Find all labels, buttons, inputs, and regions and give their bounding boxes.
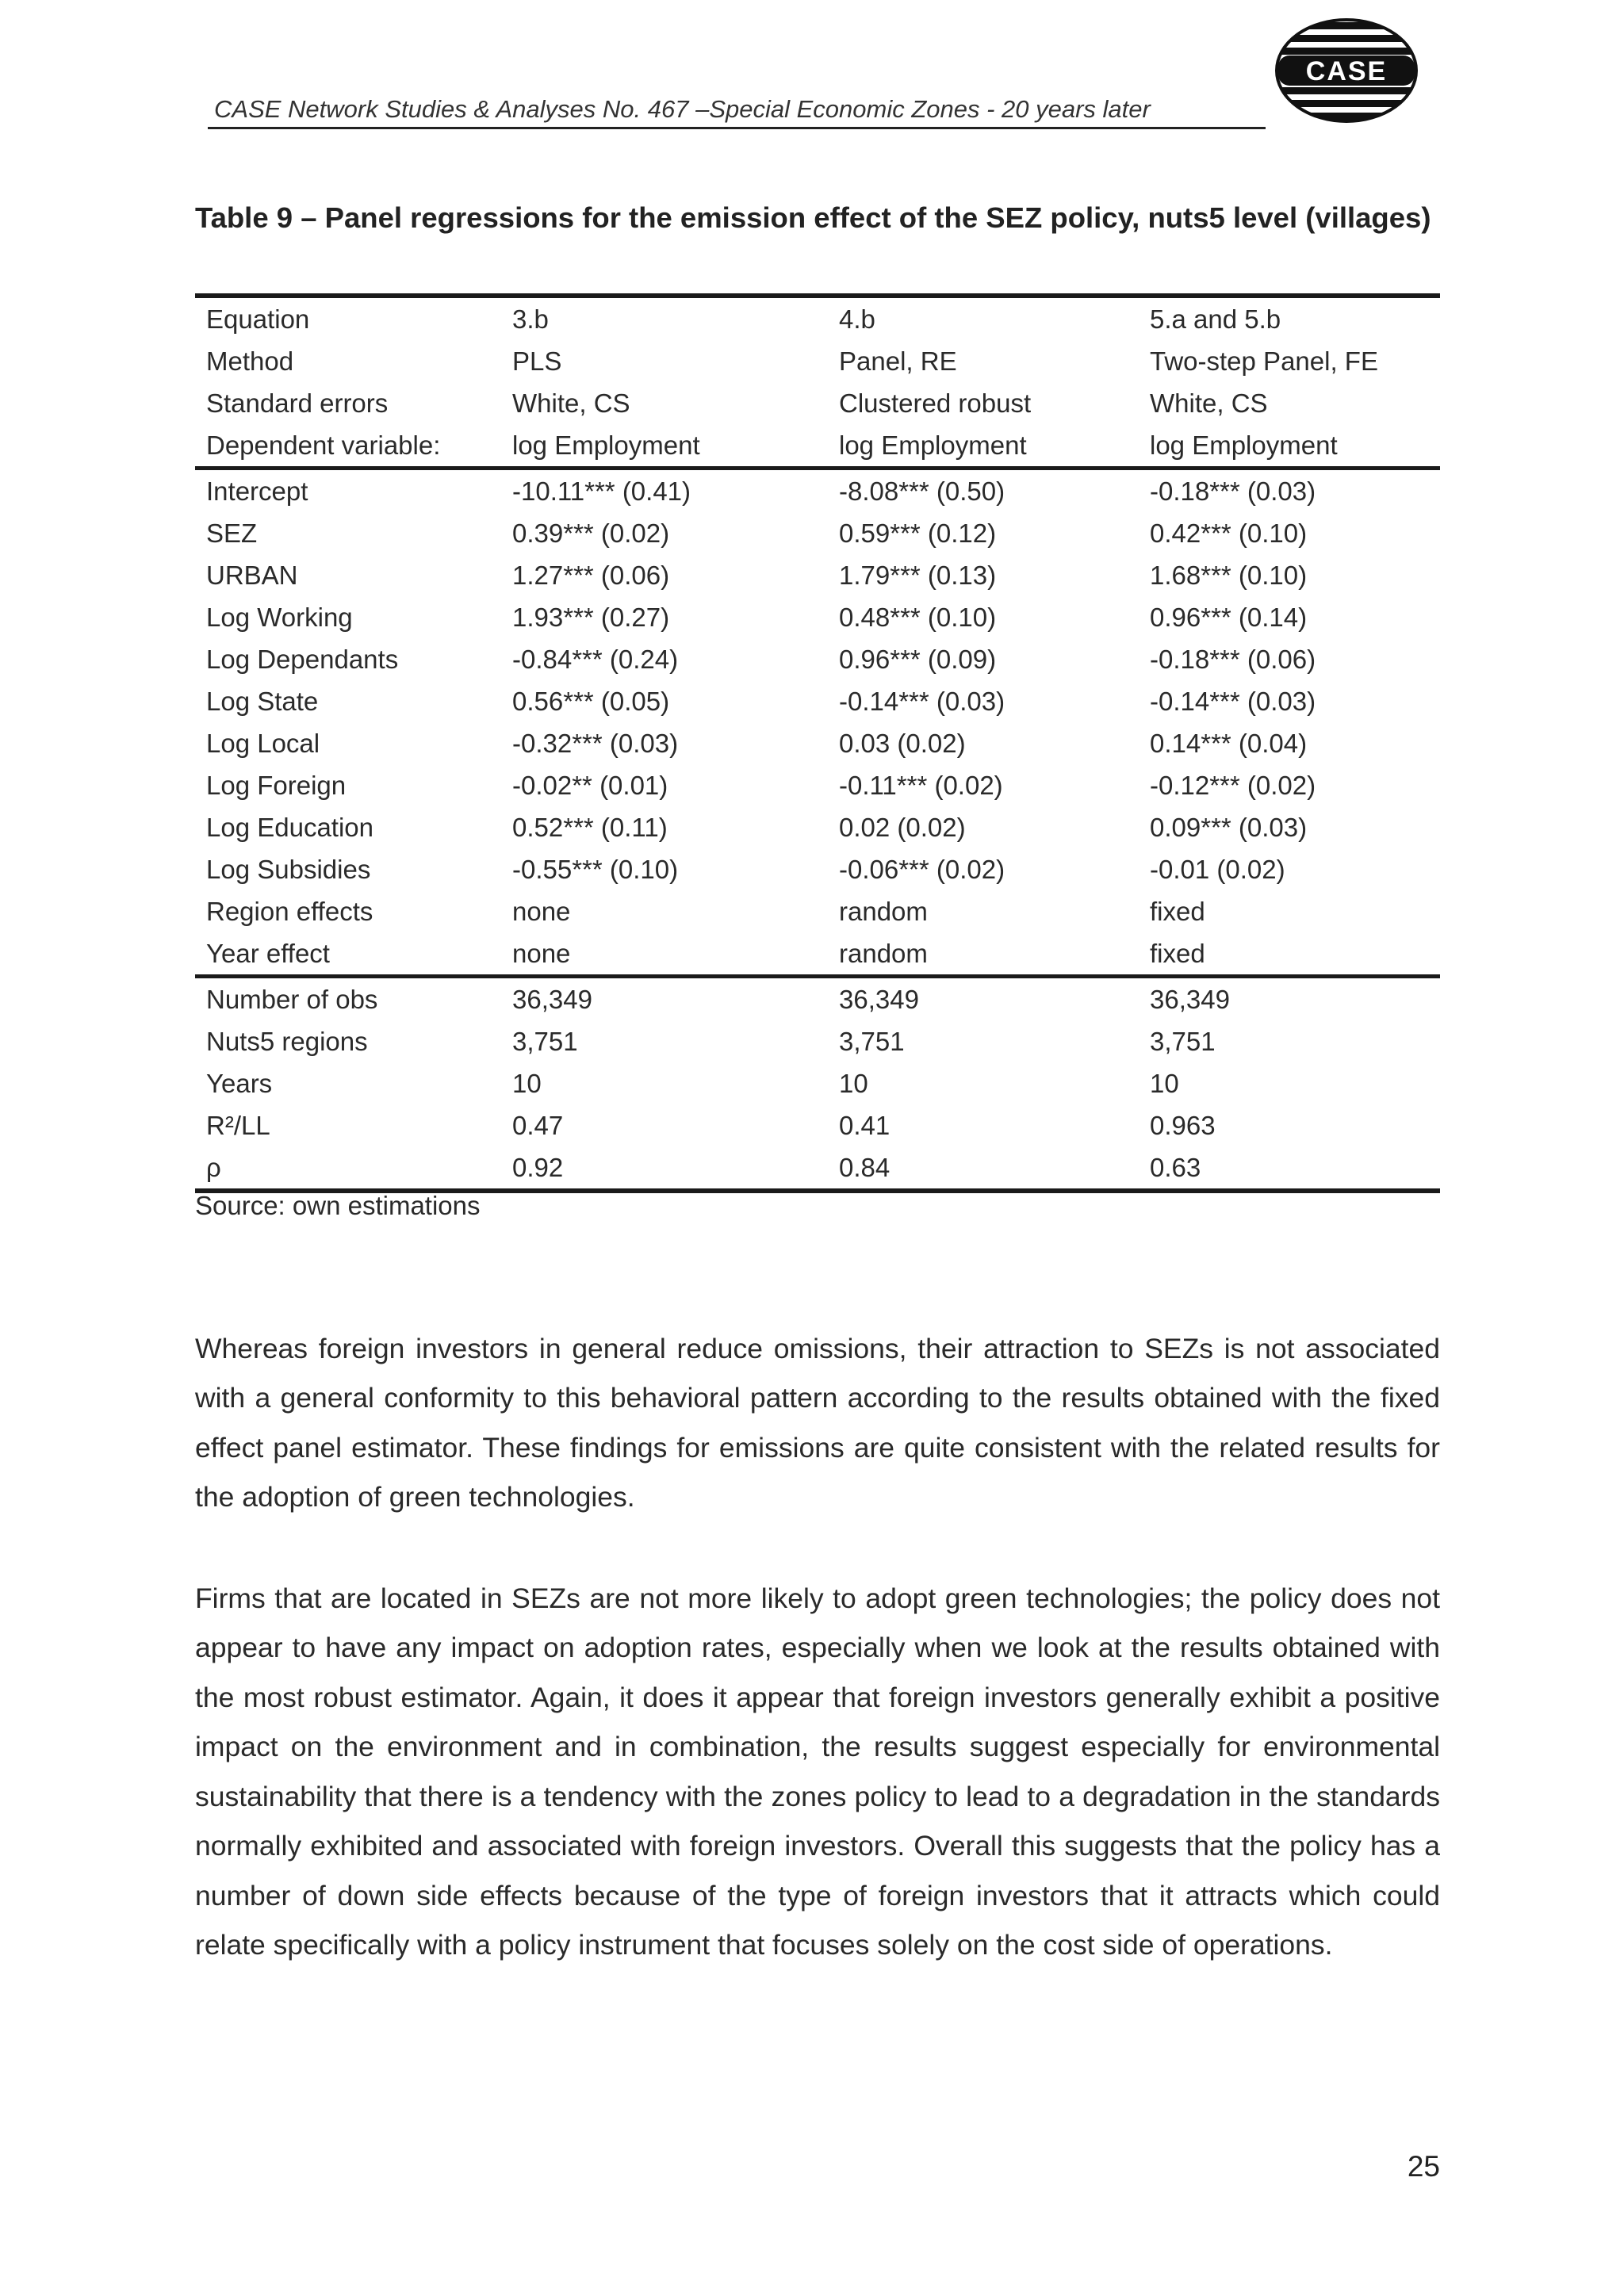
running-header-title: CASE Network Studies & Analyses No. 467 –Special Economic Zones - 20 years later bbox=[214, 95, 1151, 123]
row-label: SEZ bbox=[206, 519, 258, 548]
table-cell: 0.02 (0.02) bbox=[839, 813, 966, 842]
table-cell: fixed bbox=[1150, 897, 1205, 926]
table-row bbox=[195, 512, 1440, 554]
table-cell: Clustered robust bbox=[839, 388, 1032, 418]
table-cell: 0.48*** (0.10) bbox=[839, 603, 997, 632]
table-cell: -0.02** (0.01) bbox=[512, 771, 668, 800]
row-label: Standard errors bbox=[206, 388, 389, 418]
table-coefficient-section bbox=[195, 469, 1440, 977]
table-cell: 36,349 bbox=[828, 977, 1139, 1021]
row-label: Method bbox=[206, 346, 294, 376]
row-label: Intercept bbox=[195, 469, 501, 513]
row-label: Equation bbox=[206, 304, 310, 334]
table-cell: 3,751 bbox=[1150, 1027, 1216, 1056]
table-cell: 3,751 bbox=[512, 1027, 578, 1056]
row-label: Log Working bbox=[206, 603, 353, 632]
table-cell: -0.32*** (0.03) bbox=[512, 729, 679, 758]
table-cell: -0.55*** (0.10) bbox=[512, 855, 679, 884]
table-cell: none bbox=[512, 897, 571, 926]
table-row bbox=[195, 806, 1440, 848]
row-label: Log State bbox=[206, 687, 319, 716]
table-cell: 0.39*** (0.02) bbox=[512, 519, 670, 548]
running-header bbox=[208, 89, 1266, 129]
table-cell: 10 bbox=[839, 1069, 868, 1098]
table-cell: -0.18*** (0.03) bbox=[1139, 469, 1440, 513]
table-row bbox=[195, 977, 1440, 1021]
table-row bbox=[195, 638, 1440, 680]
row-label: Log Foreign bbox=[206, 771, 347, 800]
table-cell: 10 bbox=[512, 1069, 542, 1098]
table-statistics-section bbox=[195, 977, 1440, 1192]
table-cell: Panel, RE bbox=[839, 346, 957, 376]
row-label: Year effect bbox=[206, 939, 330, 968]
table-cell: 3.b bbox=[512, 304, 549, 334]
row-label: Nuts5 regions bbox=[206, 1027, 368, 1056]
table-row bbox=[195, 764, 1440, 806]
table-row bbox=[195, 680, 1440, 722]
table-source-note: Source: own estimations bbox=[195, 1191, 481, 1220]
table-cell: 0.63 bbox=[1150, 1153, 1201, 1182]
table-cell: log Employment bbox=[1150, 430, 1338, 460]
table-cell: -0.14*** (0.03) bbox=[1150, 687, 1316, 716]
row-label: URBAN bbox=[206, 561, 298, 590]
table-cell: 0.47 bbox=[512, 1111, 564, 1140]
table-row bbox=[195, 722, 1440, 764]
table-row bbox=[195, 596, 1440, 638]
table-cell: -8.08*** (0.50) bbox=[828, 469, 1139, 513]
table-row bbox=[195, 554, 1440, 596]
table-row bbox=[195, 1020, 1440, 1062]
table-cell: random bbox=[839, 939, 928, 968]
table-cell: 0.84 bbox=[839, 1153, 891, 1182]
table-row bbox=[195, 424, 1440, 469]
table-cell: 0.42*** (0.10) bbox=[1150, 519, 1308, 548]
table-row bbox=[195, 1062, 1440, 1104]
table-row bbox=[195, 296, 1440, 340]
table-row bbox=[195, 1104, 1440, 1146]
page-number: 25 bbox=[1407, 2150, 1440, 2183]
table-cell: 1.79*** (0.13) bbox=[839, 561, 997, 590]
table-cell: 1.27*** (0.06) bbox=[512, 561, 670, 590]
row-label: Log Subsidies bbox=[206, 855, 371, 884]
table-cell: fixed bbox=[1150, 939, 1205, 968]
row-label: Log Dependants bbox=[206, 645, 399, 674]
table-cell: 0.14*** (0.04) bbox=[1150, 729, 1308, 758]
table-spec-section bbox=[195, 296, 1440, 469]
table-cell: 1.68*** (0.10) bbox=[1150, 561, 1308, 590]
table-cell: 0.59*** (0.12) bbox=[839, 519, 997, 548]
table-cell: log Employment bbox=[839, 430, 1027, 460]
table-cell: -0.84*** (0.24) bbox=[512, 645, 679, 674]
table-cell: 1.93*** (0.27) bbox=[512, 603, 670, 632]
table-cell: -10.11*** (0.41) bbox=[501, 469, 828, 513]
table-cell: none bbox=[512, 939, 571, 968]
table-cell: -0.11*** (0.02) bbox=[839, 771, 1003, 800]
table-cell: 0.96*** (0.14) bbox=[1150, 603, 1308, 632]
table-caption: Table 9 – Panel regressions for the emission effect of the SEZ policy, nuts5 level (villages) bbox=[195, 201, 1431, 234]
table-row bbox=[195, 469, 1440, 513]
regression-table bbox=[195, 293, 1440, 1193]
table-row bbox=[195, 932, 1440, 977]
table-cell: -0.06*** (0.02) bbox=[839, 855, 1005, 884]
table-cell: -0.01 (0.02) bbox=[1150, 855, 1285, 884]
table-cell: Two-step Panel, FE bbox=[1150, 346, 1378, 376]
table-row bbox=[195, 340, 1440, 382]
logo-lettering: CASE bbox=[1305, 56, 1388, 86]
table-cell: 0.56*** (0.05) bbox=[512, 687, 670, 716]
table-cell: 0.41 bbox=[839, 1111, 891, 1140]
table-cell: 0.963 bbox=[1150, 1111, 1216, 1140]
table-cell: 3,751 bbox=[839, 1027, 905, 1056]
row-label: Dependent variable: bbox=[206, 430, 441, 460]
table-cell: 0.52*** (0.11) bbox=[512, 813, 668, 842]
table-cell: 0.92 bbox=[512, 1153, 564, 1182]
table-cell: 0.09*** (0.03) bbox=[1150, 813, 1308, 842]
table-cell: 36,349 bbox=[501, 977, 828, 1021]
table-cell: 0.03 (0.02) bbox=[839, 729, 966, 758]
table-cell: -0.18*** (0.06) bbox=[1150, 645, 1316, 674]
table-cell: 10 bbox=[1150, 1069, 1179, 1098]
body-paragraph: Whereas foreign investors in general reduce omissions, their attraction to SEZs is not associated with a general conformity to this behavioral pattern according to the results obtained with the fixed effect panel estimator. These findings for emissions are quite consistent with the related results for the adoption of green technologies. bbox=[195, 1332, 1440, 1513]
table-row bbox=[195, 1146, 1440, 1191]
row-label: Region effects bbox=[206, 897, 373, 926]
table-cell: random bbox=[839, 897, 928, 926]
table-cell: -0.14*** (0.03) bbox=[839, 687, 1005, 716]
table-cell: White, CS bbox=[1150, 388, 1268, 418]
table-cell: 0.96*** (0.09) bbox=[839, 645, 997, 674]
table-cell: 5.a and 5.b bbox=[1150, 304, 1281, 334]
table-cell: log Employment bbox=[512, 430, 700, 460]
case-logo bbox=[1274, 16, 1419, 125]
table-row bbox=[195, 848, 1440, 890]
table-cell: 4.b bbox=[839, 304, 875, 334]
row-label: Log Education bbox=[206, 813, 374, 842]
table-cell: -0.12*** (0.02) bbox=[1150, 771, 1316, 800]
body-paragraph: Firms that are located in SEZs are not more likely to adopt green technologies; the policy does not appear to have any impact on adoption rates, especially when we look at the results obtained with the most robust estimator. Again, it does it appear that foreign investors generally exhibit a positive impact on the environment and in combination, the results suggest especially for environmental sustainability that there is a tendency with the zones policy to lead to a degradation in the standards normally exhibited and associated with foreign investors. Overall this suggests that the policy has a number of down side effects because of the type of foreign investors that it attracts which could relate specifically with a policy instrument that focuses solely on the cost side of operations. bbox=[195, 1582, 1440, 1961]
row-label: Number of obs bbox=[195, 977, 501, 1021]
row-label: Years bbox=[206, 1069, 273, 1098]
table-cell: PLS bbox=[512, 346, 562, 376]
row-label: R²/LL bbox=[206, 1111, 270, 1140]
row-label: Log Local bbox=[206, 729, 320, 758]
row-label: ρ bbox=[206, 1153, 221, 1182]
table-row bbox=[195, 890, 1440, 932]
table-cell: 36,349 bbox=[1139, 977, 1440, 1021]
table-cell: White, CS bbox=[512, 388, 630, 418]
table-row bbox=[195, 382, 1440, 424]
